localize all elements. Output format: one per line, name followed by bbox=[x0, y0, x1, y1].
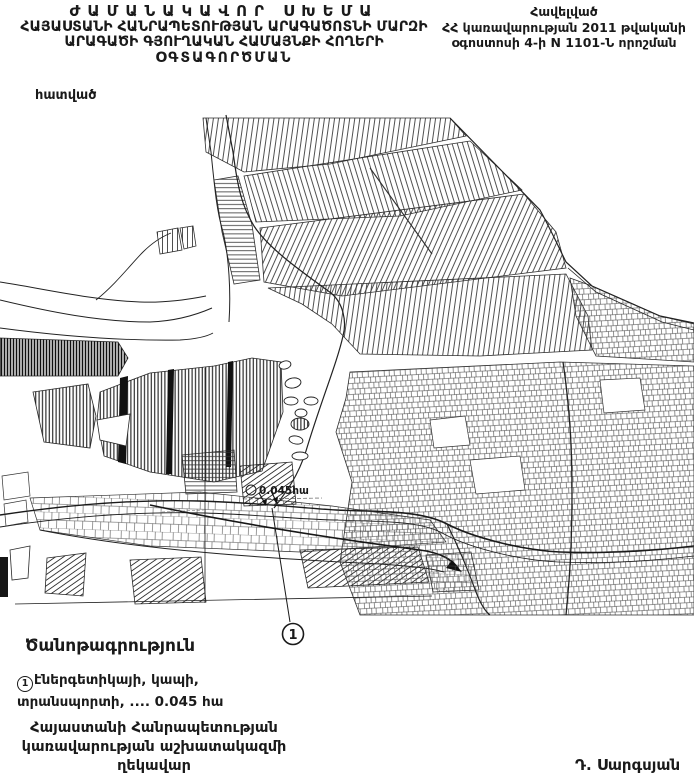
title-line-1: ԺԱՄԱՆԱԿԱՎՈՐ ՍԽԵՄԱ bbox=[69, 2, 379, 20]
legend-item-marker: 1 bbox=[21, 678, 29, 689]
legend-item-text-line1: էներգետիկայի, կապի, bbox=[34, 672, 199, 688]
striped-parcel bbox=[300, 547, 429, 588]
pond bbox=[304, 397, 318, 405]
stream-line bbox=[0, 282, 206, 302]
strip-parcel-field bbox=[157, 118, 694, 362]
horizontal-striped-parcel bbox=[182, 450, 237, 494]
footer-org-line-1: Հայաստանի Հանրապետության bbox=[30, 720, 278, 736]
pond bbox=[288, 435, 303, 445]
stream-line bbox=[0, 300, 212, 322]
gridded-parcel bbox=[426, 552, 479, 592]
parcel-band bbox=[180, 226, 196, 249]
approval-note bbox=[440, 4, 688, 51]
legend-heading: Ծանոթագրություն bbox=[25, 636, 196, 656]
approval-line-1: Հավելված bbox=[530, 4, 598, 19]
parcel-band bbox=[157, 228, 182, 254]
approval-line-2: ՀՀ կառավարության 2011 թվականի bbox=[442, 19, 686, 35]
dark-edge-parcel bbox=[0, 557, 8, 597]
pond bbox=[284, 397, 298, 405]
footer-organization bbox=[4, 719, 304, 776]
village-clearing bbox=[470, 456, 525, 494]
hatched-areas bbox=[0, 338, 296, 506]
callout-number: 1 bbox=[288, 628, 298, 643]
approval-line-3: օգոստոսի 4-ի N 1101-Ն որոշման bbox=[451, 35, 677, 50]
pond-ellipses bbox=[278, 360, 318, 460]
pond bbox=[292, 452, 308, 460]
document-title bbox=[0, 4, 448, 66]
parcel-band bbox=[268, 274, 592, 356]
legend-item-marker-icon bbox=[17, 676, 33, 692]
pond bbox=[284, 377, 301, 390]
map-canvas bbox=[0, 110, 694, 665]
footer-org-line-2: կառավարության աշխատակազմի bbox=[21, 739, 287, 755]
hatched-parcel-blob bbox=[33, 384, 96, 448]
stream-line bbox=[0, 328, 213, 340]
footer-org-line-3: ղեկավար bbox=[117, 758, 191, 774]
outline-parcel bbox=[10, 546, 30, 580]
parcel-area-label: 0.045հա bbox=[259, 485, 309, 497]
title-line-2: ՀԱՅԱՍՏԱՆԻ ՀԱՆՐԱՊԵՏՈՒԹՅԱՆ ԱՐԱԳԱԾՈՏՆԻ ՄԱՐԶԻ bbox=[20, 18, 428, 35]
signature: Դ. Սարգսյան bbox=[575, 756, 681, 774]
cadastral-map bbox=[0, 110, 694, 665]
title-line-3: ԱՐԱԳԱԾԻ ԳՅՈՒՂԱԿԱՆ ՀԱՄԱՅՆՔԻ ՀՈՂԵՐԻ bbox=[64, 34, 384, 50]
small-parcels bbox=[2, 472, 30, 526]
legend-item bbox=[17, 670, 287, 712]
pond bbox=[295, 409, 307, 417]
striped-parcel bbox=[130, 557, 206, 604]
title-line-4: ՕԳՏԱԳՈՐԾՄԱՆ bbox=[155, 49, 293, 66]
hatched-pond bbox=[291, 418, 309, 430]
striped-parcel bbox=[45, 553, 86, 596]
village-clearing bbox=[600, 378, 645, 413]
dark-striped-band bbox=[0, 338, 128, 376]
legend-item-text-line2: տրանսպորտի, .... 0.045 հա bbox=[17, 694, 224, 710]
fragment-label: հատված bbox=[35, 88, 97, 103]
village-clearing bbox=[430, 416, 470, 448]
